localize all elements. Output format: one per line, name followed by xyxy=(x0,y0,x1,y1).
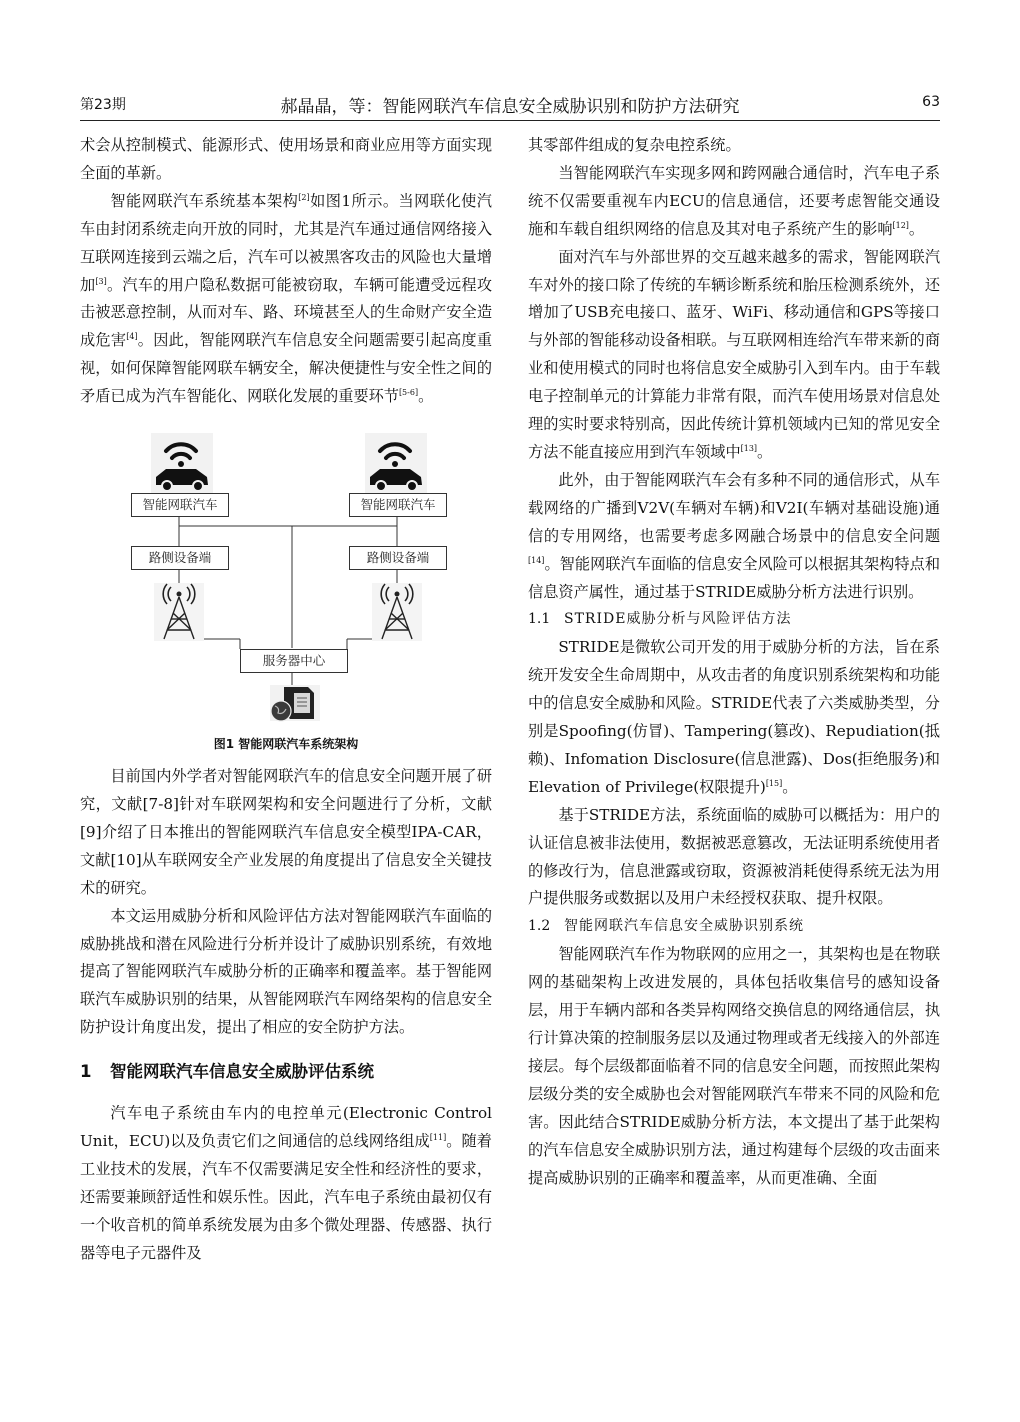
page-number: 63 xyxy=(922,94,940,110)
server-globe-icon xyxy=(270,685,320,721)
signal-tower-icon xyxy=(154,583,204,641)
paragraph: 智能网联汽车作为物联网的应用之一，其架构也是在物联网的基础架构上改进发展的，具体包括收集信号的感知设备层，用于车辆内部和各类异构网络交换信息的网络通信层，执行计算决策的控制服务层以及通过物理或者无线接入的外部连接层。每个层级都面临着不同的信息安全问题，而按照此架构层级分类的安全威胁也会对智能网联汽车带来不同的风险和危害。因此结合STRIDE威胁分析方法，本文提出了基于此架构的汽车信息安全威胁识别方法，通过构建每个层级的攻击面来提高威胁识别的正确率和覆盖率，从而更准确、全面 xyxy=(528,945,940,1187)
paragraph: 此外，由于智能网联汽车会有多种不同的通信形式，从车载网络的广播到V2V(车辆对车辆)和V2I(车辆对基础设施)通信的专用网络，也需要考虑多网融合场景中的信息安全问题[14]。智能网联汽车面临的信息安全风险可以根据其架构特点和信息资产属性，通过基于STRIDE威胁分析方法进行识别。 xyxy=(528,470,940,601)
architecture-diagram xyxy=(80,423,492,723)
left-column xyxy=(80,132,492,1268)
page-header xyxy=(80,94,940,121)
paragraph: 本文运用威胁分析和风险评估方法对智能网联汽车面临的威胁挑战和潜在风险进行分析并设计了威胁识别系统，有效地提高了智能网联汽车威胁分析的正确率和覆盖率。基于智能网联汽车威胁识别的结果，从智能网联汽车网络架构的信息安全防护设计角度出发，提出了相应的安全防护方法。 xyxy=(80,906,492,1037)
roadside-node-right: 路侧设备端 xyxy=(349,546,447,570)
paragraph: 目前国内外学者对智能网联汽车的信息安全问题开展了研究，文献[7-8]针对车联网架构和安全问题进行了分析，文献[9]介绍了日本推出的智能网联汽车信息安全模型IPA-CAR，文献[10]从车联网安全产业发展的角度提出了信息安全关键技术的研究。 xyxy=(80,767,492,897)
citation: [11] xyxy=(429,1132,447,1142)
subsection-heading: 1.1 STRIDE威胁分析与风险评估方法 xyxy=(528,611,792,628)
car-node-left: 智能网联汽车 xyxy=(131,493,229,517)
citation: [13] xyxy=(740,443,758,453)
citation: [4] xyxy=(126,332,138,342)
paragraph: 基于STRIDE方法，系统面临的威胁可以概括为：用户的认证信息被非法使用，数据被恶意篡改，无法证明系统使用者的修改行为，信息泄露或窃取，资源被消耗使得系统无法为用户提供服务或数据以及用户未经授权获取、提升权限。 xyxy=(528,805,940,908)
server-node: 服务器中心 xyxy=(240,649,348,673)
paragraph: 智能网联汽车系统基本架构[2]如图1所示。当网联化使汽车由封闭系统走向开放的同时，尤其是汽车通过通信网络接入互联网连接到云端之后，汽车可以被黑客攻击的风险也大量增加[3]。汽车的用户隐私数据可能被窃取，车辆可能遭受远程攻击被恶意控制，从而对车、路、环境甚至人的生命财产安全造成危害[4]。因此，智能网联汽车信息安全问题需要引起高度重视，如何保障智能网联车辆安全，解决便捷性与安全性之间的矛盾已成为汽车智能化、网联化发展的重要环节[5-6]。 xyxy=(80,191,493,406)
paragraph: 面对汽车与外部世界的交互越来越多的需求，智能网联汽车对外的接口除了传统的车辆诊断系统和胎压检测系统外，还增加了USB充电接口、蓝牙、WiFi、移动通信和GPS等接口与外部的智能移动设备相联。与互联网相连给汽车带来新的商业和使用模式的同时也将信息安全威胁引入到车内。由于车载电子控制单元的计算能力非常有限，而汽车使用场景对信息处理的实时要求特别高，因此传统计算机领域内已知的常见安全方法不能直接应用到汽车领域中[13]。 xyxy=(528,247,940,461)
architecture-figure xyxy=(80,423,492,753)
citation: [2] xyxy=(298,192,310,202)
paragraph: 术会从控制模式、能源形式、使用场景和商业应用等方面实现全面的革新。 xyxy=(80,136,492,182)
citation: [5-6] xyxy=(398,388,419,398)
paragraph: 其零部件组成的复杂电控系统。 xyxy=(528,136,741,154)
section-heading: 1 智能网联汽车信息安全威胁评估系统 xyxy=(80,1062,374,1082)
signal-tower-icon xyxy=(372,583,422,641)
citation: [3] xyxy=(95,276,107,286)
right-column xyxy=(528,132,940,1192)
citation: [14] xyxy=(528,555,545,565)
roadside-node-left: 路侧设备端 xyxy=(131,546,229,570)
paragraph: 汽车电子系统由车内的电控单元(Electronic Control Unit，ECU)以及负责它们之间通信的总线网络组成[11]。随着工业技术的发展，汽车不仅需要满足安全性和经济性的要求，还需要兼顾舒适性和娱乐性。因此，汽车电子系统由最初仅有一个收音机的简单系统发展为由多个微处理器、传感器、执行器等电子元器件及 xyxy=(80,1104,492,1262)
subsection-heading: 1.2 智能网联汽车信息安全威胁识别系统 xyxy=(528,918,804,935)
citation: [12] xyxy=(892,220,909,230)
car-wifi-icon xyxy=(365,433,427,495)
paragraph: 当智能网联汽车实现多网和跨网融合通信时，汽车电子系统不仅需要重视车内ECU的信息通信，还要考虑智能交通设施和车载自组织网络的信息及其对电子系统产生的影响[12]。 xyxy=(528,163,940,238)
issue-number: 第23期 xyxy=(80,97,126,113)
paragraph: STRIDE是微软公司开发的用于威胁分析的方法，旨在系统开发安全生命周期中，从攻击者的角度识别系统架构和功能中的信息安全威胁和风险。STRIDE代表了六类威胁类型，分别是Spoofing(仿冒)、Tampering(篡改)、Repudiation(抵赖)、Infomation Disclosure(信息泄露)、Dos(拒绝服务)和Elevation of Privilege(权限提升)[15]。 xyxy=(528,638,940,796)
citation: [15] xyxy=(765,778,783,788)
car-node-right: 智能网联汽车 xyxy=(349,493,447,517)
car-wifi-icon xyxy=(151,433,213,495)
figure-caption: 图1 智能网联汽车系统架构 xyxy=(213,737,359,752)
running-title: 郝晶晶，等：智能网联汽车信息安全威胁识别和防护方法研究 xyxy=(280,97,740,117)
